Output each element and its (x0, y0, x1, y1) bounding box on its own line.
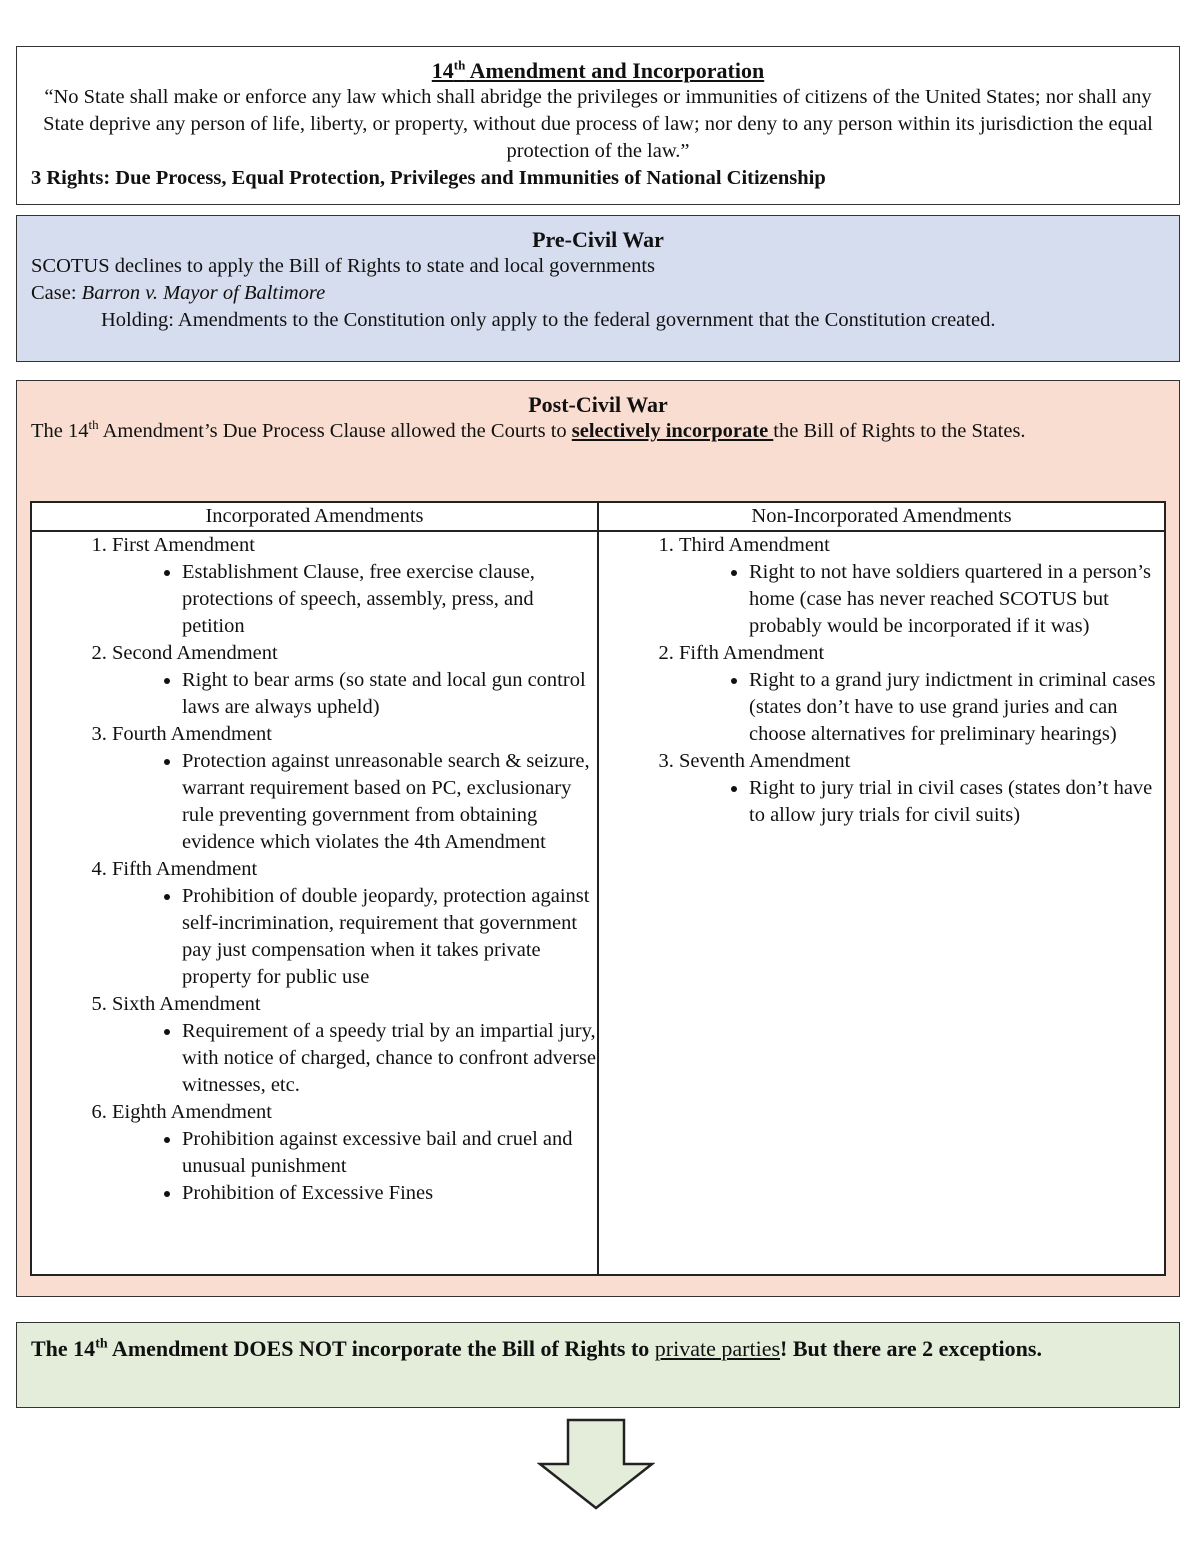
incorporated-list (32, 532, 597, 1207)
amendment-item (679, 532, 1164, 640)
amendment-point: • Requirement of a speedy trial by an impartial jury, with notice of charged, chance to confront adverse witnesses, etc. (182, 1018, 597, 1099)
amendment-item (679, 640, 1164, 748)
amendment-points (112, 1018, 597, 1099)
amendment-point: • Prohibition of double jeopardy, protection against self-incrimination, requirement that government pay just compensation when it takes private property for public use (182, 883, 597, 991)
private-parties-emph: private parties (654, 1336, 781, 1361)
amendment-point: • Right to a grand jury indictment in criminal cases (states don’t have to use grand juries and can choose alternatives for preliminary hearings) (749, 667, 1164, 748)
amendment-point: • Prohibition against excessive bail and cruel and unusual punishment (182, 1126, 597, 1180)
amendment-point: • Establishment Clause, free exercise clause, protections of speech, assembly, press, and petition (182, 559, 597, 640)
non-incorporated-list (599, 532, 1164, 829)
amendment-point: • Right to bear arms (so state and local gun control laws are always upheld) (182, 667, 597, 721)
amendment-point: • Prohibition of Excessive Fines (182, 1180, 597, 1207)
col-incorporated-header: Incorporated Amendments (31, 502, 598, 531)
col-non-incorporated-header: Non-Incorporated Amendments (598, 502, 1165, 531)
amendment-points (112, 559, 597, 640)
pre-civil-war-line: SCOTUS declines to apply the Bill of Rights to state and local governments (31, 255, 656, 277)
amendment-point: • Right to not have soldiers quartered in a person’s home (case has never reached SCOTUS but probably would be incorporated if it was) (749, 559, 1164, 640)
amendment-points (112, 883, 597, 991)
amendment-item (112, 991, 597, 1099)
pre-civil-war-box (16, 215, 1180, 362)
amendments-table (30, 501, 1166, 1276)
amendment-name: Seventh Amendment (679, 750, 851, 772)
amendment-quote: “No State shall make or enforce any law which shall abridge the privileges or immunities of citizens of the United States; nor shall any State deprive any person of life, liberty, or property, without due process of law; nor deny to any person within its jurisdiction the equal protection of the law.” (43, 86, 1153, 162)
down-arrow-icon (537, 1418, 655, 1510)
amendment-points (112, 667, 597, 721)
title-box (16, 46, 1180, 205)
amendment-item (679, 748, 1164, 829)
pre-civil-war-heading: Pre-Civil War (532, 227, 664, 252)
amendment-name: Eighth Amendment (112, 1101, 272, 1123)
private-parties-text: The 14th Amendment DOES NOT incorporate the Bill of Rights to private parties! But there are 2 exceptions. (31, 1336, 1042, 1361)
page-title: 14th Amendment and Incorporation (431, 57, 765, 83)
amendment-item (112, 721, 597, 856)
amendment-item (112, 532, 597, 640)
amendment-point: • Right to jury trial in civil cases (states don’t have to allow jury trials for civil suits) (749, 775, 1164, 829)
post-civil-war-box (16, 380, 1180, 1297)
amendment-points (679, 775, 1164, 829)
amendment-name: Fourth Amendment (112, 723, 273, 745)
non-incorporated-cell (598, 531, 1165, 1275)
holding: Holding: Amendments to the Constitution only apply to the federal government that the Constitution created. (101, 309, 996, 331)
post-civil-war-heading: Post-Civil War (528, 392, 668, 417)
amendment-name: Second Amendment (112, 642, 278, 664)
amendment-name: Sixth Amendment (112, 993, 261, 1015)
amendment-item (112, 640, 597, 721)
amendment-points (112, 1126, 597, 1207)
amendment-points (112, 748, 597, 856)
incorporated-cell (31, 531, 598, 1275)
amendment-name: Fifth Amendment (112, 858, 258, 880)
amendment-point: • Protection against unreasonable search & seizure, warrant requirement based on PC, exclusionary rule preventing government from obtaining evidence which violates the 4th Amendment (182, 748, 597, 856)
amendment-name: First Amendment (112, 534, 255, 556)
private-parties-box (16, 1322, 1180, 1408)
amendment-name: Third Amendment (679, 534, 830, 556)
post-civil-war-intro: The 14th Amendment’s Due Process Clause allowed the Courts to selectively incorporate the Bill of Rights to the States. (31, 417, 1026, 442)
amendment-item (112, 1099, 597, 1207)
amendment-points (679, 667, 1164, 748)
case-name: Barron v. Mayor of Baltimore (81, 282, 326, 304)
amendment-name: Fifth Amendment (679, 642, 825, 664)
three-rights: 3 Rights: Due Process, Equal Protection, Privileges and Immunities of National Citizenship (31, 167, 826, 189)
case-line: Case: Barron v. Mayor of Baltimore (31, 282, 326, 304)
amendment-item (112, 856, 597, 991)
amendment-points (679, 559, 1164, 640)
selectively-incorporate: selectively incorporate (571, 420, 774, 442)
